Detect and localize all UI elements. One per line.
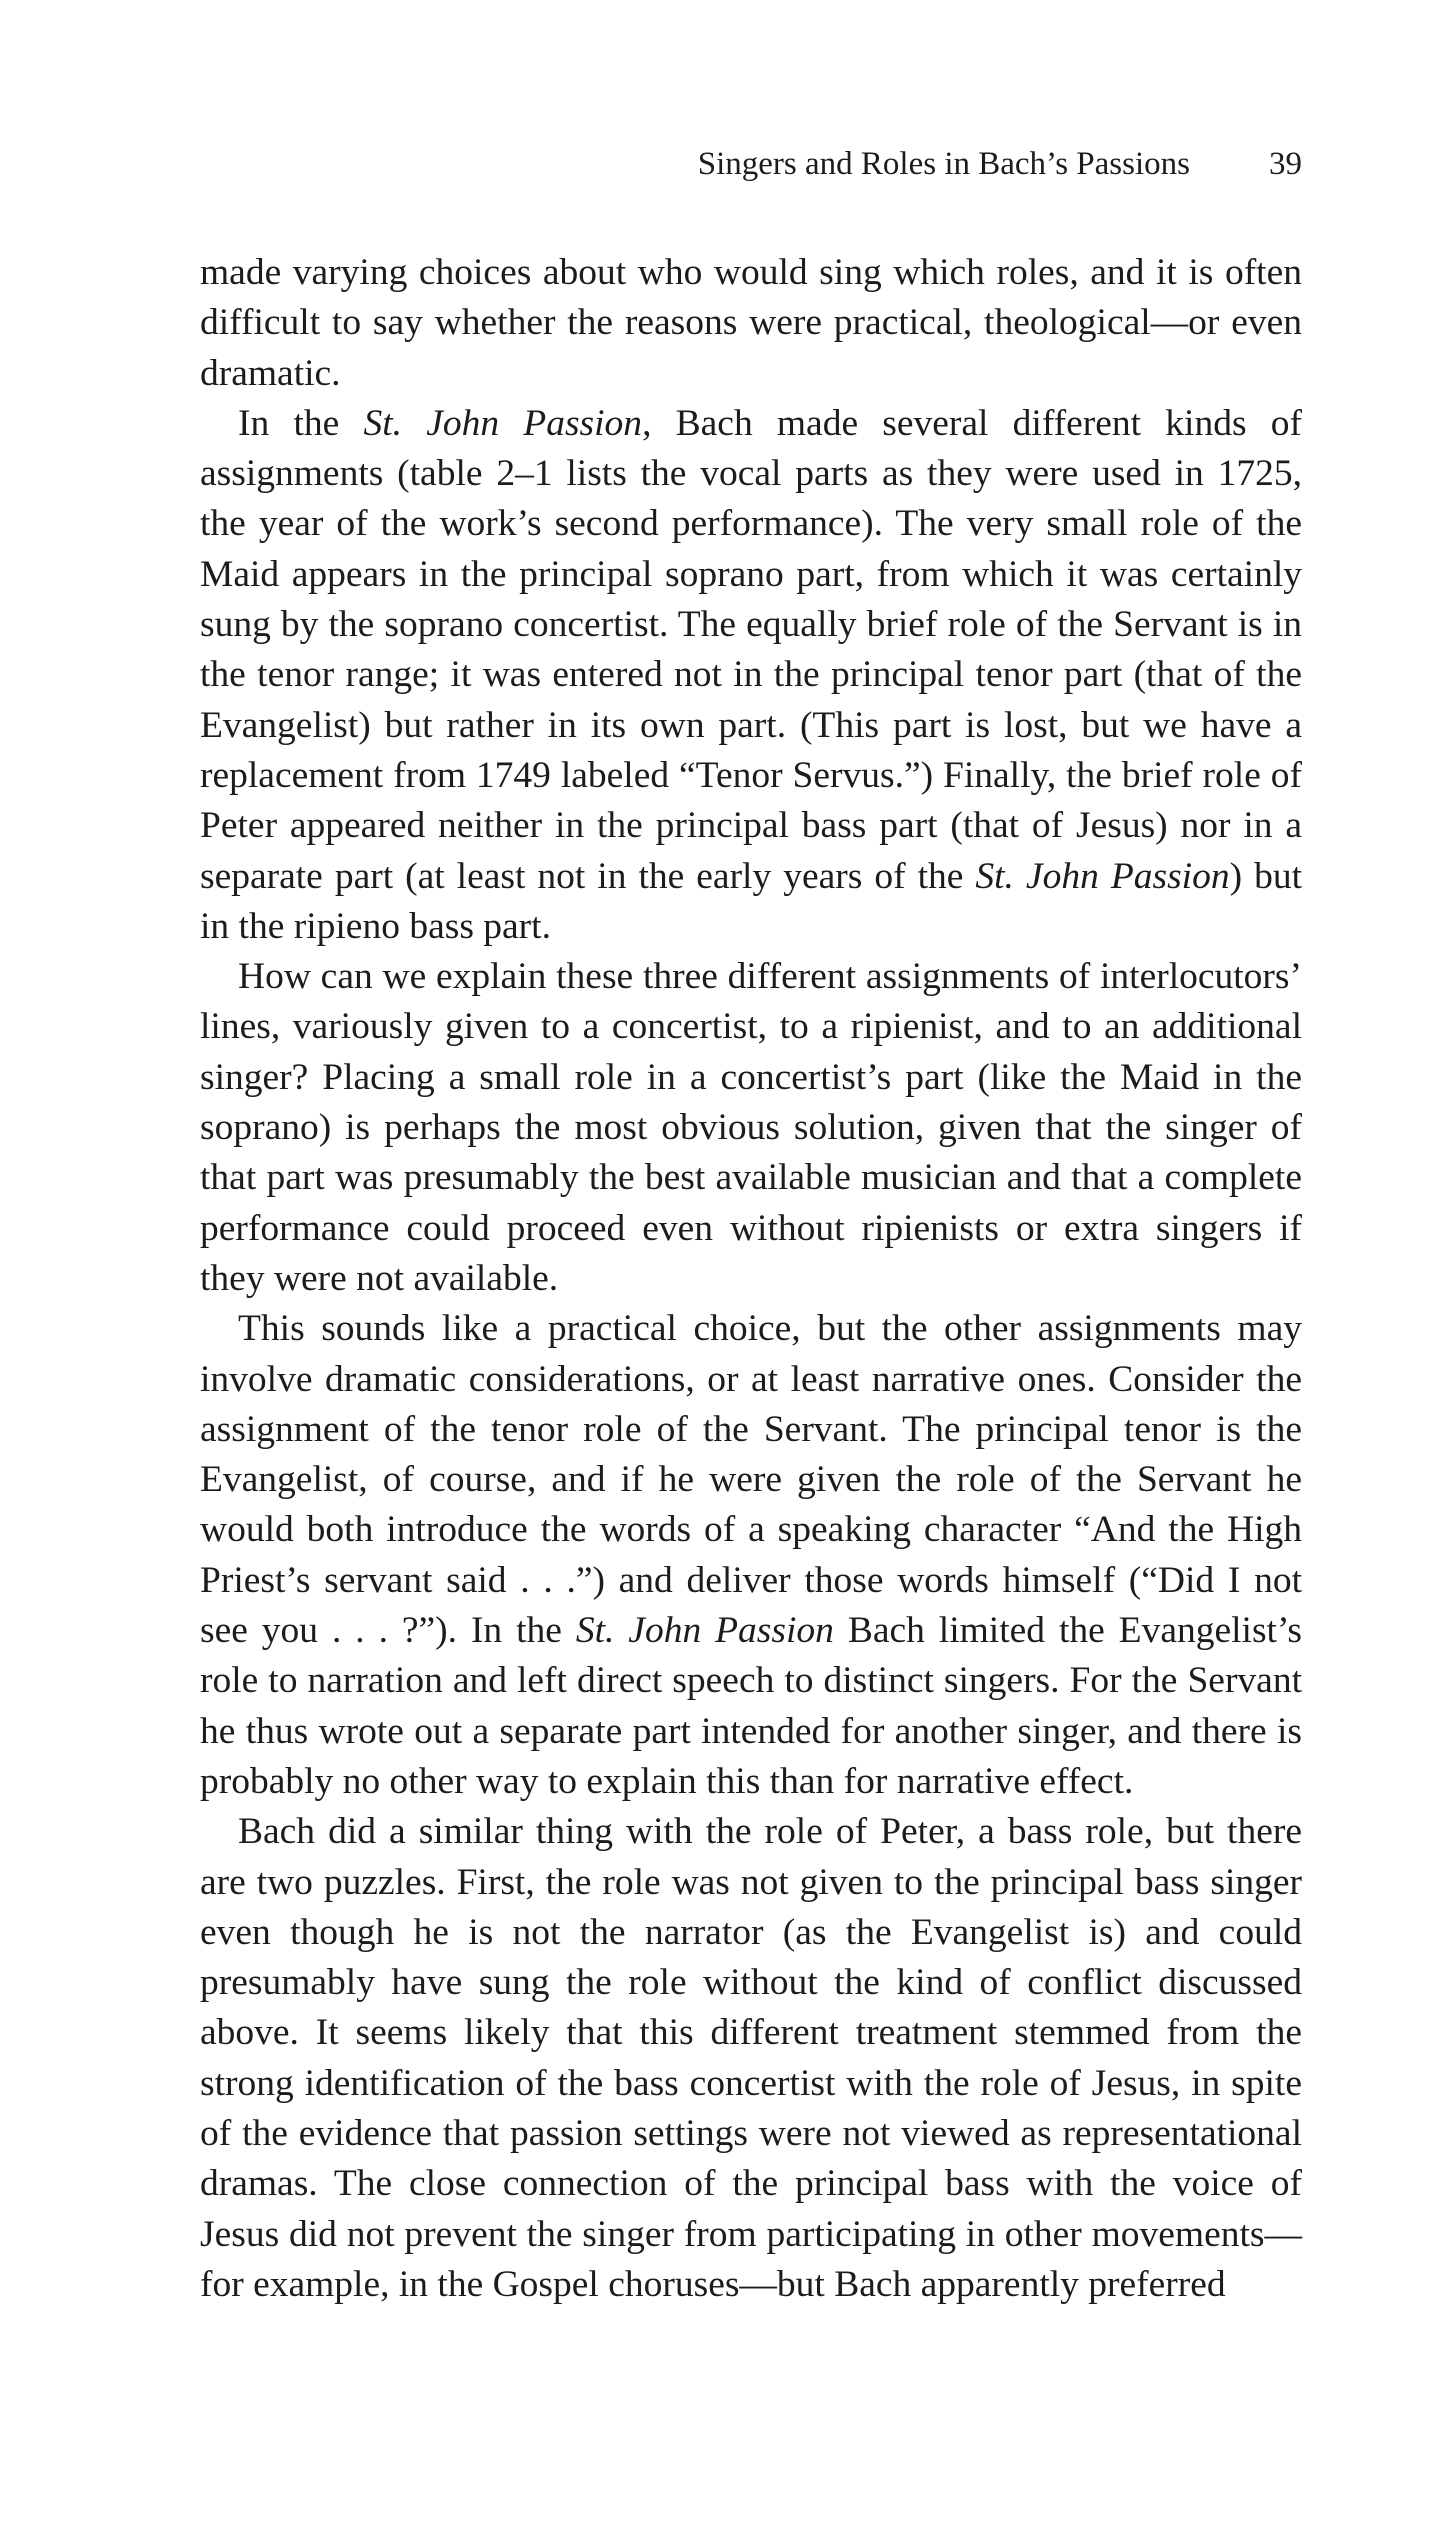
running-header — [200, 146, 1302, 196]
paragraph-text: Bach did a similar thing with the role of Peter, a bass role, but there are two puzzles. First, the role was not given to the principal bass singer even though he is not the narrator (as the Evangelist is) and could presumably have sung the role without the kind of conflict discussed above. It seems likely that this different treatment stemmed from the strong identification of the bass concertist with the role of Jesus, in spite of the evidence that passion settings were not viewed as representational dramas. The close connection of the principal bass with the voice of Jesus did not prevent the singer from participating in other movements—for example, in the Gospel choruses—but Bach apparently preferred — [200, 1811, 1302, 2305]
paragraph-text: , Bach made several different kinds of assignments (table 2–1 lists the vocal parts as they were used in 1725, the year of the work’s second performance). The very small role of the Maid appears in the principal soprano part, from which it was certainly sung by the soprano concertist. The equally brief role of the Servant is in the tenor range; it was entered not in the principal tenor part (that of the Evangelist) but rather in its own part. (This part is lost, but we have a replacement from 1749 labeled “Tenor Servus.”) Finally, the brief role of Peter appeared neither in the principal bass part (that of Jesus) nor in a separate part (at least not in the early years of the — [200, 402, 1302, 897]
paragraph-5 — [200, 1807, 1302, 2310]
paragraph-4 — [200, 1304, 1302, 1807]
paragraph-text: This sounds like a practical choice, but the other assignments may involve dramatic considerations, or at least narrative ones. Consider the assignment of the tenor role of the Servant. The principal tenor is the Evangelist, of course, and if he were given the role of the Servant he would both introduce the words of a speaking character “And the High Priest’s servant said . . .”) and deliver those words himself (“Did I not see you . . . ?”). In the — [200, 1308, 1302, 1652]
paragraph-text: made varying choices about who would sing which roles, and it is often difficult to say whether the reasons were practical, theological—or even dramatic. — [200, 252, 1302, 394]
paragraph-text: ) but in the ripieno bass part. — [200, 855, 1302, 947]
running-title: Singers and Roles in Bach’s Passions — [697, 146, 1190, 182]
work-title: St. John Passion — [363, 402, 643, 444]
paragraph-3 — [200, 952, 1302, 1304]
paragraph-2 — [200, 399, 1302, 952]
page-number: 39 — [1269, 146, 1302, 182]
paragraph-1 — [200, 248, 1302, 399]
paragraph-text: Bach limited the Evangelist’s role to narration and left direct speech to distinct singers. For the Servant he thus wrote out a separate part intended for another singer, and there is probably no other way to explain this than for narrative effect. — [200, 1610, 1302, 1802]
paragraph-text: How can we explain these three different assignments of interlocutors’ lines, variously given to a concertist, to a ripienist, and to an additional singer? Placing a small role in a concertist’s part (like the Maid in the soprano) is perhaps the most obvious solution, given that the singer of that part was presumably the best available musician and that a complete performance could proceed even without ripienists or extra singers if they were not available. — [200, 956, 1302, 1299]
body-text — [200, 248, 1302, 2310]
work-title: St. John Passion — [975, 855, 1230, 897]
work-title: St. John Passion — [575, 1610, 834, 1652]
paragraph-text: In the — [238, 402, 364, 444]
